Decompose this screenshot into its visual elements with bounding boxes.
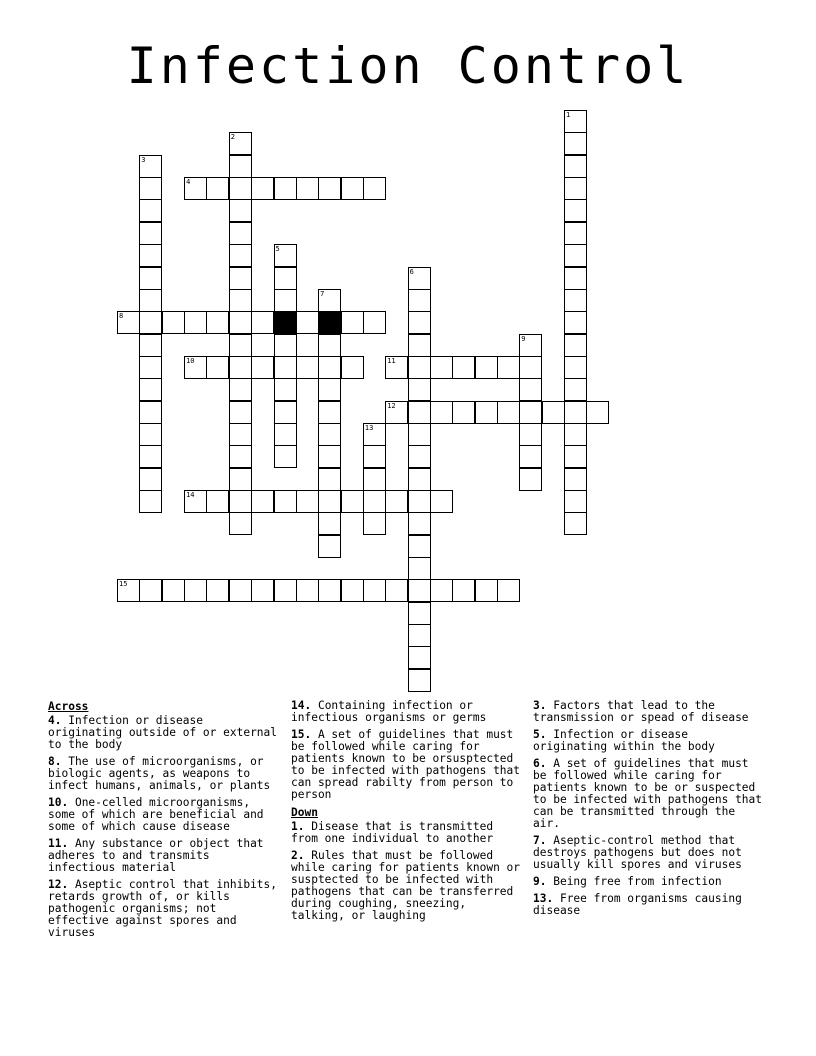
clue-number: 13. bbox=[533, 892, 554, 905]
grid-cell[interactable] bbox=[497, 579, 520, 602]
grid-cell[interactable] bbox=[519, 468, 542, 491]
grid-cell[interactable] bbox=[274, 401, 297, 424]
black-square bbox=[318, 311, 341, 334]
grid-cell[interactable] bbox=[318, 468, 341, 491]
down-clue bbox=[533, 758, 765, 830]
grid-cell[interactable] bbox=[408, 334, 431, 357]
down-clue bbox=[533, 729, 765, 753]
clue-text: Factors that lead to the transmission or spead of disease bbox=[533, 699, 749, 724]
grid-cell[interactable] bbox=[296, 311, 319, 334]
grid-cell[interactable] bbox=[229, 155, 252, 178]
cell-number: 4 bbox=[186, 178, 191, 187]
grid-cell[interactable] bbox=[586, 401, 609, 424]
grid-cell[interactable] bbox=[229, 378, 252, 401]
grid-cell[interactable] bbox=[564, 356, 587, 379]
grid-cell[interactable] bbox=[162, 311, 185, 334]
grid-cell[interactable] bbox=[564, 490, 587, 513]
clue-text: Infection or disease originating outside of or external to the body bbox=[48, 714, 278, 751]
grid-cell[interactable] bbox=[117, 579, 140, 602]
grid-cell[interactable] bbox=[251, 356, 274, 379]
grid-cell[interactable] bbox=[385, 490, 408, 513]
grid-cell[interactable] bbox=[251, 490, 274, 513]
grid-cell[interactable] bbox=[564, 401, 587, 424]
grid-cell[interactable] bbox=[162, 579, 185, 602]
grid-cell[interactable] bbox=[274, 579, 297, 602]
clue-text: One-celled microorganisms, some of which are beneficial and some of which cause disease bbox=[48, 796, 264, 833]
grid-cell[interactable] bbox=[139, 244, 162, 267]
grid-cell[interactable] bbox=[139, 155, 162, 178]
down-clue bbox=[533, 893, 765, 917]
cell-number: 2 bbox=[230, 133, 236, 142]
clue-text: Being free from infection bbox=[546, 875, 722, 888]
grid-cell[interactable] bbox=[318, 512, 341, 535]
grid-cell[interactable] bbox=[139, 445, 162, 468]
clue-number: 9. bbox=[533, 875, 547, 888]
grid-cell[interactable] bbox=[139, 289, 162, 312]
clue-number: 15. bbox=[291, 728, 312, 741]
grid-cell[interactable] bbox=[564, 468, 587, 491]
grid-cell[interactable] bbox=[452, 401, 475, 424]
grid-cell[interactable] bbox=[408, 557, 431, 580]
grid-cell[interactable] bbox=[564, 110, 587, 133]
clues-column-3 bbox=[533, 700, 765, 922]
grid-cell[interactable] bbox=[519, 445, 542, 468]
grid-cell[interactable] bbox=[363, 423, 386, 446]
grid-cell[interactable] bbox=[475, 401, 498, 424]
clue-text: Free from organisms causing disease bbox=[533, 892, 742, 917]
grid-cell[interactable] bbox=[318, 356, 341, 379]
clue-number: 4. bbox=[48, 714, 62, 727]
grid-cell[interactable] bbox=[564, 423, 587, 446]
cell-number: 11 bbox=[387, 356, 396, 365]
grid-cell[interactable] bbox=[408, 378, 431, 401]
grid-cell[interactable] bbox=[139, 579, 162, 602]
grid-cell[interactable] bbox=[296, 490, 319, 513]
grid-cell[interactable] bbox=[363, 579, 386, 602]
grid-cell[interactable] bbox=[542, 401, 565, 424]
grid-cell[interactable] bbox=[274, 289, 297, 312]
grid-cell[interactable] bbox=[318, 445, 341, 468]
grid-cell[interactable] bbox=[139, 267, 162, 290]
grid-cell[interactable] bbox=[139, 423, 162, 446]
cell-number: 8 bbox=[119, 312, 124, 321]
grid-cell[interactable] bbox=[341, 311, 364, 334]
grid-cell[interactable] bbox=[564, 155, 587, 178]
across-clue bbox=[291, 729, 523, 801]
grid-cell[interactable] bbox=[408, 624, 431, 647]
grid-cell[interactable] bbox=[206, 490, 229, 513]
grid-cell[interactable] bbox=[363, 311, 386, 334]
grid-cell[interactable] bbox=[408, 490, 431, 513]
grid-cell[interactable] bbox=[184, 356, 207, 379]
grid-cell[interactable] bbox=[408, 267, 431, 290]
cell-number: 10 bbox=[186, 356, 195, 365]
grid-cell[interactable] bbox=[139, 401, 162, 424]
grid-cell[interactable] bbox=[139, 177, 162, 200]
grid-cell[interactable] bbox=[139, 356, 162, 379]
grid-cell[interactable] bbox=[206, 177, 229, 200]
grid-cell[interactable] bbox=[251, 177, 274, 200]
grid-cell[interactable] bbox=[564, 222, 587, 245]
clue-text: Disease that is transmitted from one individual to another bbox=[291, 820, 494, 845]
grid-cell[interactable] bbox=[229, 244, 252, 267]
grid-cell[interactable] bbox=[117, 311, 140, 334]
grid-cell[interactable] bbox=[408, 512, 431, 535]
grid-cell[interactable] bbox=[296, 579, 319, 602]
grid-cell[interactable] bbox=[139, 199, 162, 222]
grid-cell[interactable] bbox=[408, 579, 431, 602]
grid-cell[interactable] bbox=[430, 490, 453, 513]
grid-cell[interactable] bbox=[363, 177, 386, 200]
cell-number: 6 bbox=[409, 267, 414, 276]
clue-number: 11. bbox=[48, 837, 69, 850]
grid-cell[interactable] bbox=[564, 334, 587, 357]
grid-cell[interactable] bbox=[497, 401, 520, 424]
grid-cell[interactable] bbox=[564, 267, 587, 290]
grid-cell[interactable] bbox=[229, 289, 252, 312]
cell-number: 5 bbox=[275, 245, 280, 254]
clue-number: 5. bbox=[533, 728, 547, 741]
clue-number: 1. bbox=[291, 820, 305, 833]
grid-cell[interactable] bbox=[229, 468, 252, 491]
grid-cell[interactable] bbox=[318, 289, 341, 312]
grid-cell[interactable] bbox=[385, 579, 408, 602]
cell-number: 1 bbox=[566, 111, 571, 119]
grid-cell[interactable] bbox=[408, 468, 431, 491]
grid-cell[interactable] bbox=[229, 267, 252, 290]
cell-number: 12 bbox=[387, 401, 396, 410]
cell-number: 14 bbox=[186, 491, 195, 499]
clue-number: 12. bbox=[48, 878, 69, 891]
grid-cell[interactable] bbox=[274, 378, 297, 401]
down-heading: Down bbox=[291, 806, 318, 819]
grid-cell[interactable] bbox=[274, 244, 297, 267]
grid-cell[interactable] bbox=[229, 401, 252, 424]
grid-cell[interactable] bbox=[184, 579, 207, 602]
grid-cell[interactable] bbox=[318, 490, 341, 513]
across-clue bbox=[48, 797, 280, 833]
grid-cell[interactable] bbox=[296, 356, 319, 379]
clue-text: Any substance or object that adheres to and transmits infectious material bbox=[48, 837, 264, 874]
clue-text: Infection or disease originating within the body bbox=[533, 728, 715, 753]
down-clue bbox=[291, 821, 523, 845]
grid-cell[interactable] bbox=[274, 356, 297, 379]
cell-number: 15 bbox=[119, 580, 128, 589]
grid-cell[interactable] bbox=[206, 311, 229, 334]
grid-cell[interactable] bbox=[229, 490, 252, 513]
grid-cell[interactable] bbox=[564, 132, 587, 155]
across-clue bbox=[48, 879, 280, 939]
grid-cell[interactable] bbox=[363, 512, 386, 535]
grid-cell[interactable] bbox=[564, 378, 587, 401]
grid-cell[interactable] bbox=[229, 512, 252, 535]
clue-text: A set of guidelines that must be followed while caring for patients known to be orsusptected to be infected with pathogens that can spread rabilty from person to person bbox=[291, 728, 521, 801]
page-title: Infection Control bbox=[126, 37, 690, 95]
clues-column-2 bbox=[291, 700, 523, 927]
grid-cell[interactable] bbox=[519, 423, 542, 446]
grid-cell[interactable] bbox=[408, 646, 431, 669]
grid-cell[interactable] bbox=[318, 401, 341, 424]
down-clue bbox=[291, 850, 523, 922]
clues-column-1 bbox=[48, 700, 280, 944]
grid-cell[interactable] bbox=[408, 401, 431, 424]
grid-cell[interactable] bbox=[564, 512, 587, 535]
grid-cell[interactable] bbox=[274, 334, 297, 357]
grid-cell[interactable] bbox=[139, 334, 162, 357]
grid-cell[interactable] bbox=[184, 177, 207, 200]
grid-cell[interactable] bbox=[139, 490, 162, 513]
clue-text: Aseptic control that inhibits, retards growth of, or kills pathogenic organisms; not effective against spores and viruses bbox=[48, 878, 278, 939]
grid-cell[interactable] bbox=[452, 579, 475, 602]
clue-text: A set of guidelines that must be followed while caring for patients known to be or suspected to be infected with pathogens that can be transmitted through the air. bbox=[533, 757, 763, 830]
grid-cell[interactable] bbox=[408, 423, 431, 446]
grid-cell[interactable] bbox=[564, 244, 587, 267]
grid-cell[interactable] bbox=[229, 579, 252, 602]
grid-cell[interactable] bbox=[274, 445, 297, 468]
grid-cell[interactable] bbox=[139, 222, 162, 245]
cell-number: 7 bbox=[320, 289, 325, 298]
grid-cell[interactable] bbox=[229, 199, 252, 222]
grid-cell[interactable] bbox=[385, 356, 408, 379]
grid-cell[interactable] bbox=[408, 535, 431, 558]
grid-cell[interactable] bbox=[318, 423, 341, 446]
grid-cell[interactable] bbox=[229, 445, 252, 468]
grid-cell[interactable] bbox=[229, 177, 252, 200]
grid-cell[interactable] bbox=[341, 579, 364, 602]
grid-cell[interactable] bbox=[274, 423, 297, 446]
grid-cell[interactable] bbox=[408, 669, 431, 692]
grid-cell[interactable] bbox=[229, 222, 252, 245]
grid-cell[interactable] bbox=[318, 579, 341, 602]
clue-number: 3. bbox=[533, 699, 547, 712]
grid-cell[interactable] bbox=[408, 311, 431, 334]
grid-cell[interactable] bbox=[430, 401, 453, 424]
grid-cell[interactable] bbox=[184, 490, 207, 513]
grid-cell[interactable] bbox=[139, 311, 162, 334]
across-clue bbox=[291, 700, 523, 724]
grid-cell[interactable] bbox=[341, 356, 364, 379]
grid-cell[interactable] bbox=[139, 378, 162, 401]
grid-cell[interactable] bbox=[206, 356, 229, 379]
clue-text: Aseptic-control method that destroys pathogens but does not usually kill spores and viruses bbox=[533, 834, 742, 871]
grid-cell[interactable] bbox=[206, 579, 229, 602]
grid-cell[interactable] bbox=[318, 535, 341, 558]
across-clue bbox=[48, 838, 280, 874]
clue-text: Rules that must be followed while caring for patients known or susptected to be infected with pathogens that can be transferred during coughing, sneezing, talking, or laughing bbox=[291, 849, 521, 922]
grid-cell[interactable] bbox=[430, 579, 453, 602]
grid-cell[interactable] bbox=[385, 401, 408, 424]
clue-number: 7. bbox=[533, 834, 547, 847]
grid-cell[interactable] bbox=[564, 177, 587, 200]
clue-number: 2. bbox=[291, 849, 305, 862]
grid-cell[interactable] bbox=[296, 177, 319, 200]
grid-cell[interactable] bbox=[363, 468, 386, 491]
grid-cell[interactable] bbox=[318, 177, 341, 200]
clue-text: Containing infection or infectious organisms or germs bbox=[291, 699, 487, 724]
grid-cell[interactable] bbox=[408, 356, 431, 379]
clue-number: 6. bbox=[533, 757, 547, 770]
grid-cell[interactable] bbox=[229, 423, 252, 446]
grid-cell[interactable] bbox=[519, 378, 542, 401]
grid-cell[interactable] bbox=[564, 311, 587, 334]
grid-cell[interactable] bbox=[564, 199, 587, 222]
grid-cell[interactable] bbox=[408, 602, 431, 625]
down-clue bbox=[533, 700, 765, 724]
grid-cell[interactable] bbox=[184, 311, 207, 334]
grid-cell[interactable] bbox=[139, 468, 162, 491]
grid-cell[interactable] bbox=[497, 356, 520, 379]
grid-cell[interactable] bbox=[341, 490, 364, 513]
grid-cell[interactable] bbox=[251, 311, 274, 334]
grid-cell[interactable] bbox=[229, 311, 252, 334]
clue-number: 8. bbox=[48, 755, 62, 768]
cell-number: 9 bbox=[521, 334, 526, 343]
grid-cell[interactable] bbox=[408, 445, 431, 468]
cell-number: 13 bbox=[364, 423, 374, 432]
across-heading: Across bbox=[48, 700, 89, 713]
grid-cell[interactable] bbox=[519, 334, 542, 357]
across-clue bbox=[48, 756, 280, 792]
down-clue bbox=[533, 835, 765, 871]
grid-cell[interactable] bbox=[452, 356, 475, 379]
clue-number: 14. bbox=[291, 699, 312, 712]
grid-cell[interactable] bbox=[318, 378, 341, 401]
grid-cell[interactable] bbox=[341, 177, 364, 200]
grid-cell[interactable] bbox=[430, 356, 453, 379]
across-clue bbox=[48, 715, 280, 751]
grid-cell[interactable] bbox=[318, 334, 341, 357]
grid-cell[interactable] bbox=[519, 401, 542, 424]
grid-cell[interactable] bbox=[363, 490, 386, 513]
grid-cell[interactable] bbox=[475, 356, 498, 379]
grid-cell[interactable] bbox=[564, 289, 587, 312]
grid-cell[interactable] bbox=[274, 267, 297, 290]
grid-cell[interactable] bbox=[229, 356, 252, 379]
cell-number: 3 bbox=[141, 155, 146, 164]
grid-cell[interactable] bbox=[274, 177, 297, 200]
grid-cell[interactable] bbox=[251, 579, 274, 602]
grid-cell[interactable] bbox=[564, 445, 587, 468]
grid-cell[interactable] bbox=[229, 132, 252, 155]
clue-text: The use of microorganisms, or biologic agents, as weapons to infect humans, animals, or plants bbox=[48, 755, 271, 792]
black-square bbox=[274, 311, 297, 334]
clue-number: 10. bbox=[48, 796, 69, 809]
grid-cell[interactable] bbox=[229, 334, 252, 357]
grid-cell[interactable] bbox=[519, 356, 542, 379]
grid-cell[interactable] bbox=[274, 490, 297, 513]
grid-cell[interactable] bbox=[475, 579, 498, 602]
grid-cell[interactable] bbox=[408, 289, 431, 312]
grid-cell[interactable] bbox=[363, 445, 386, 468]
down-clue bbox=[533, 876, 765, 888]
